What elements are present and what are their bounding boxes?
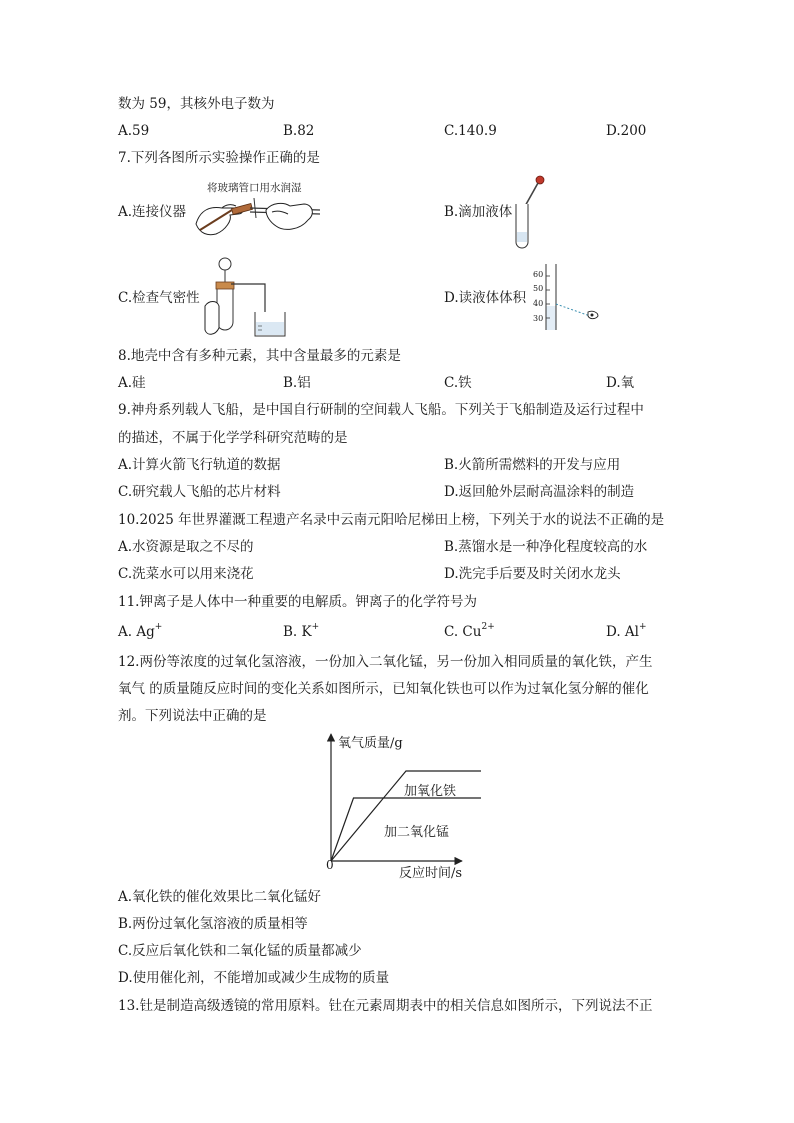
option-a-symbol: A. Ag — [118, 624, 155, 640]
q6-option-c[interactable]: C.140.9 — [444, 123, 497, 139]
q12-option-a[interactable]: A.氧化铁的催化效果比二氧化锰好 — [118, 889, 322, 905]
q10-option-d[interactable]: D.洗完手后要及时关闭水龙头 — [444, 566, 621, 582]
oxygen-mass-chart — [300, 728, 500, 882]
q6-continuation: 数为 59，其核外电子数为 — [118, 96, 275, 112]
q7-stem: 7.下列各图所示实验操作正确的是 — [118, 150, 320, 166]
q6-option-b[interactable]: B.82 — [283, 123, 315, 139]
scale-label-40: 40 — [533, 299, 544, 308]
scale-label-50: 50 — [533, 284, 544, 293]
option-d-symbol: D. Al — [606, 624, 639, 640]
q9-option-a[interactable]: A.计算火箭飞行轨道的数据 — [118, 457, 281, 473]
q10-option-a[interactable]: A.水资源是取之不尽的 — [118, 539, 254, 555]
q8-option-a[interactable]: A.硅 — [118, 375, 146, 391]
series-label-iron-oxide: 加氧化铁 — [404, 784, 457, 799]
q7-option-b[interactable]: B.滴加液体 — [444, 204, 513, 220]
q9-option-c[interactable]: C.研究载人飞船的芯片材料 — [118, 484, 281, 500]
cylinder-reading-figure — [526, 264, 606, 332]
q7-option-d[interactable]: D.读液体体积 — [444, 290, 527, 306]
q9-option-d[interactable]: D.返回舱外层耐高温涂料的制造 — [444, 484, 635, 500]
q6-option-a[interactable]: A.59 — [118, 123, 150, 139]
q11-option-c[interactable] — [444, 623, 495, 641]
q12-option-d[interactable]: D.使用催化剂，不能增加或减少生成物的质量 — [118, 970, 390, 986]
y-axis-label: 氧气质量/g — [338, 736, 403, 751]
figure-caption: 将玻璃管口用水润湿 — [207, 182, 302, 194]
q9-stem-line2: 的描述，不属于化学学科研究范畴的是 — [118, 430, 348, 446]
q8-option-c[interactable]: C.铁 — [444, 375, 472, 391]
q8-option-d[interactable]: D.氧 — [606, 375, 635, 391]
q11-stem: 11.钾离子是人体中一种重要的电解质。钾离子的化学符号为 — [118, 594, 477, 610]
q7-option-c[interactable]: C.检查气密性 — [118, 290, 200, 306]
q13-stem: 13.钍是制造高级透镜的常用原料。钍在元素周期表中的相关信息如图所示，下列说法不正 — [118, 998, 653, 1014]
option-b-symbol: B. K — [283, 624, 312, 640]
q9-stem-line1: 9.神舟系列载人飞船，是中国自行研制的空间载人飞船。下列关于飞船制造及运行过程中 — [118, 402, 644, 418]
origin-label: 0 — [326, 858, 334, 872]
q10-option-c[interactable]: C.洗菜水可以用来浇花 — [118, 566, 254, 582]
dropper-figure — [510, 172, 550, 252]
series-label-manganese-dioxide: 加二氧化锰 — [384, 825, 450, 840]
airtightness-figure — [203, 256, 293, 338]
q12-stem-line2: 氧气 的质量随反应时间的变化关系如图所示，已知氧化铁也可以作为过氧化氢分解的催化 — [118, 681, 649, 697]
q10-option-b[interactable]: B.蒸馏水是一种净化程度较高的水 — [444, 539, 648, 555]
q6-option-d[interactable]: D.200 — [606, 123, 647, 139]
q9-option-b[interactable]: B.火箭所需燃料的开发与应用 — [444, 457, 621, 473]
q7-option-a[interactable]: A.连接仪器 — [118, 204, 187, 220]
q8-stem: 8.地壳中含有多种元素，其中含量最多的元素是 — [118, 348, 401, 364]
scale-label-60: 60 — [533, 270, 544, 279]
q12-option-c[interactable]: C.反应后氧化铁和二氧化锰的质量都减少 — [118, 943, 362, 959]
q11-option-a[interactable] — [118, 623, 162, 641]
option-a-charge: + — [154, 622, 163, 632]
option-c-charge: 2+ — [481, 622, 495, 632]
q11-option-d[interactable] — [606, 623, 647, 641]
option-b-charge: + — [311, 622, 320, 632]
x-axis-label: 反应时间/s — [399, 866, 463, 881]
q11-option-b[interactable] — [283, 623, 319, 641]
q12-stem-line3: 剂。下列说法中正确的是 — [118, 708, 267, 724]
scale-label-30: 30 — [533, 314, 544, 323]
q12-option-b[interactable]: B.两份过氧化氢溶液的质量相等 — [118, 916, 308, 932]
q10-stem: 10.2025 年世界灌溉工程遗产名录中云南元阳哈尼梯田上榜，下列关于水的说法不正确的是 — [118, 512, 665, 528]
option-d-charge: + — [639, 622, 647, 632]
q12-stem-line1: 12.两份等浓度的过氧化氢溶液，一份加入二氧化锰，另一份加入相同质量的氧化铁，产生 — [118, 654, 653, 670]
q8-option-b[interactable]: B.铝 — [283, 375, 311, 391]
connect-apparatus-figure — [192, 180, 324, 240]
option-c-symbol: C. Cu — [444, 624, 482, 640]
